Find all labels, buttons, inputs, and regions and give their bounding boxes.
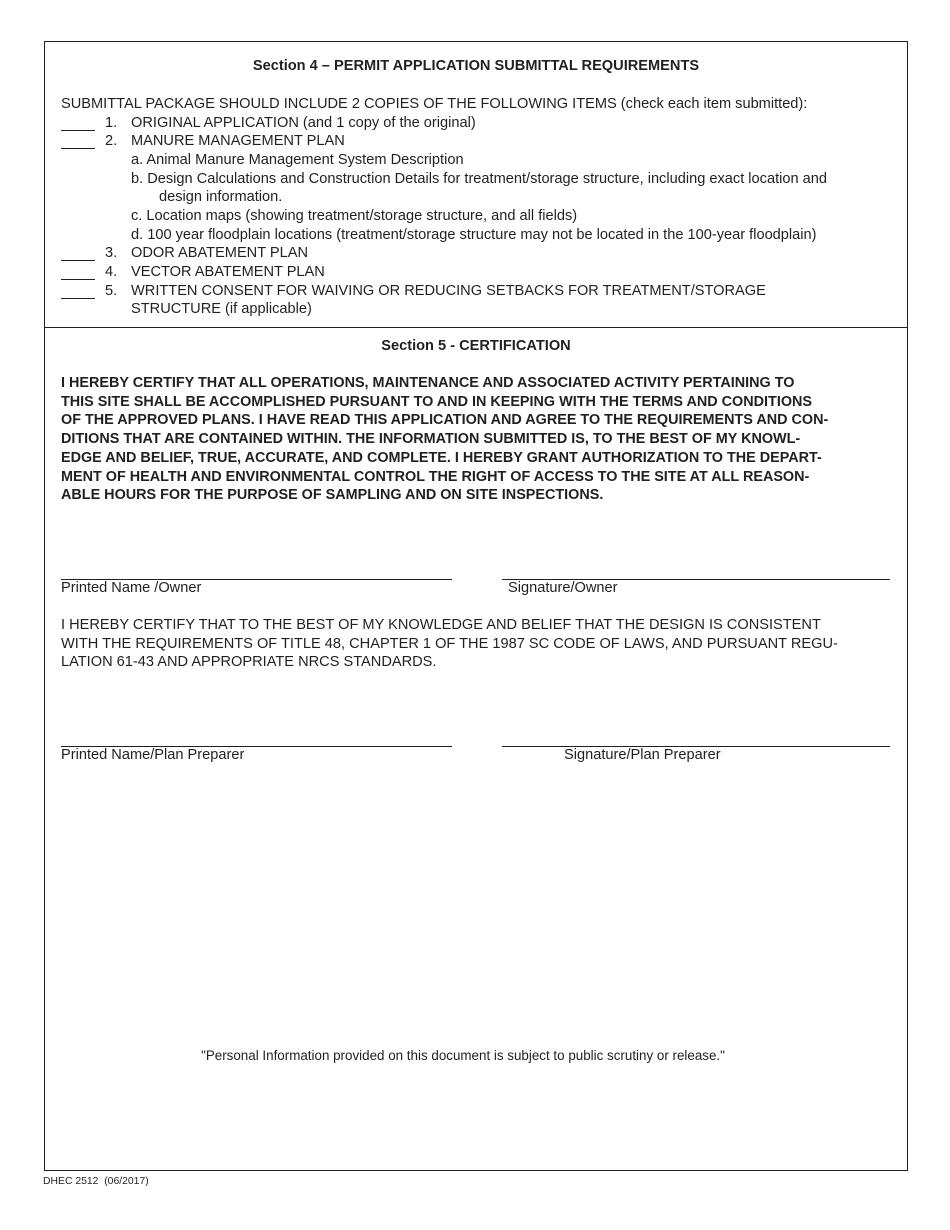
- form-footer-code: DHEC 2512 (06/2017): [43, 1176, 149, 1187]
- item-text-1: ORIGINAL APPLICATION (and 1 copy of the original): [131, 115, 476, 131]
- item-number-2: 2.: [105, 133, 118, 149]
- section-4-title: Section 4 – PERMIT APPLICATION SUBMITTAL REQUIREMENTS: [252, 58, 700, 74]
- owner-certification-text: [61, 374, 895, 505]
- item-text-5-continued: STRUCTURE (if applicable): [131, 301, 312, 317]
- owner-cert-line: THIS SITE SHALL BE ACCOMPLISHED PURSUANT TO AND IN KEEPING WITH THE TERMS AND CONDITIONS: [61, 393, 813, 410]
- owner-cert-line: OF THE APPROVED PLANS. I HAVE READ THIS APPLICATION AND AGREE TO THE REQUIREMENTS AND CON-: [61, 412, 829, 429]
- section-5-title: Section 5 - CERTIFICATION: [381, 338, 571, 354]
- form-box: [44, 41, 908, 1171]
- preparer-cert-line: I HEREBY CERTIFY THAT TO THE BEST OF MY KNOWLEDGE AND BELIEF THAT THE DESIGN IS CONSISTENT: [61, 617, 821, 633]
- item-text-5: WRITTEN CONSENT FOR WAIVING OR REDUCING SETBACKS FOR TREATMENT/STORAGE: [131, 283, 766, 299]
- checkbox-blank-1[interactable]: [61, 130, 95, 131]
- section-4: [45, 42, 907, 328]
- checkbox-blank-5[interactable]: [61, 298, 95, 299]
- item-number-5: 5.: [105, 283, 118, 299]
- subitem-a: a. Animal Manure Management System Description: [131, 152, 464, 168]
- item-number-1: 1.: [105, 115, 118, 131]
- privacy-notice: "Personal Information provided on this document is subject to public scrutiny or release.": [201, 1048, 725, 1063]
- owner-cert-line: I HEREBY CERTIFY THAT ALL OPERATIONS, MAINTENANCE AND ASSOCIATED ACTIVITY PERTAINING TO: [61, 375, 795, 391]
- owner-cert-line: MENT OF HEALTH AND ENVIRONMENTAL CONTROL THE RIGHT OF ACCESS TO THE SITE AT ALL REASON-: [61, 468, 810, 485]
- preparer-cert-line: WITH THE REQUIREMENTS OF TITLE 48, CHAPTER 1 OF THE 1987 SC CODE OF LAWS, AND PURSUANT REGU-: [61, 635, 838, 652]
- subitem-b-continued: design information.: [159, 189, 283, 205]
- item-number-3: 3.: [105, 245, 118, 261]
- preparer-cert-line: LATION 61-43 AND APPROPRIATE NRCS STANDARDS.: [61, 654, 437, 671]
- owner-printed-name-label: Printed Name /Owner: [61, 580, 202, 596]
- owner-cert-line: DITIONS THAT ARE CONTAINED WITHIN. THE INFORMATION SUBMITTED IS, TO THE BEST OF MY KNOWL-: [61, 431, 801, 448]
- checkbox-blank-3[interactable]: [61, 260, 95, 261]
- owner-cert-line: ABLE HOURS FOR THE PURPOSE OF SAMPLING AND ON SITE INSPECTIONS.: [61, 487, 604, 504]
- item-text-2: MANURE MANAGEMENT PLAN: [131, 133, 345, 149]
- preparer-printed-name-label: Printed Name/Plan Preparer: [61, 747, 245, 763]
- item-text-4: VECTOR ABATEMENT PLAN: [131, 264, 325, 280]
- owner-signature-label: Signature/Owner: [508, 580, 618, 596]
- subitem-b: b. Design Calculations and Construction Details for treatment/storage structure, including exact location and: [131, 171, 828, 187]
- owner-cert-line: EDGE AND BELIEF, TRUE, ACCURATE, AND COMPLETE. I HEREBY GRANT AUTHORIZATION TO THE DEPART-: [61, 449, 822, 466]
- checkbox-blank-4[interactable]: [61, 279, 95, 280]
- item-text-3: ODOR ABATEMENT PLAN: [131, 245, 309, 261]
- section-4-intro: SUBMITTAL PACKAGE SHOULD INCLUDE 2 COPIES OF THE FOLLOWING ITEMS (check each item submitted):: [61, 96, 808, 112]
- preparer-signature-label: Signature/Plan Preparer: [564, 747, 721, 763]
- item-number-4: 4.: [105, 264, 118, 280]
- subitem-d: d. 100 year floodplain locations (treatment/storage structure may not be located in the 100-year floodplain): [131, 227, 817, 243]
- checkbox-blank-2[interactable]: [61, 148, 95, 149]
- preparer-certification-text: [61, 616, 895, 672]
- subitem-c: c. Location maps (showing treatment/storage structure, and all fields): [131, 208, 578, 224]
